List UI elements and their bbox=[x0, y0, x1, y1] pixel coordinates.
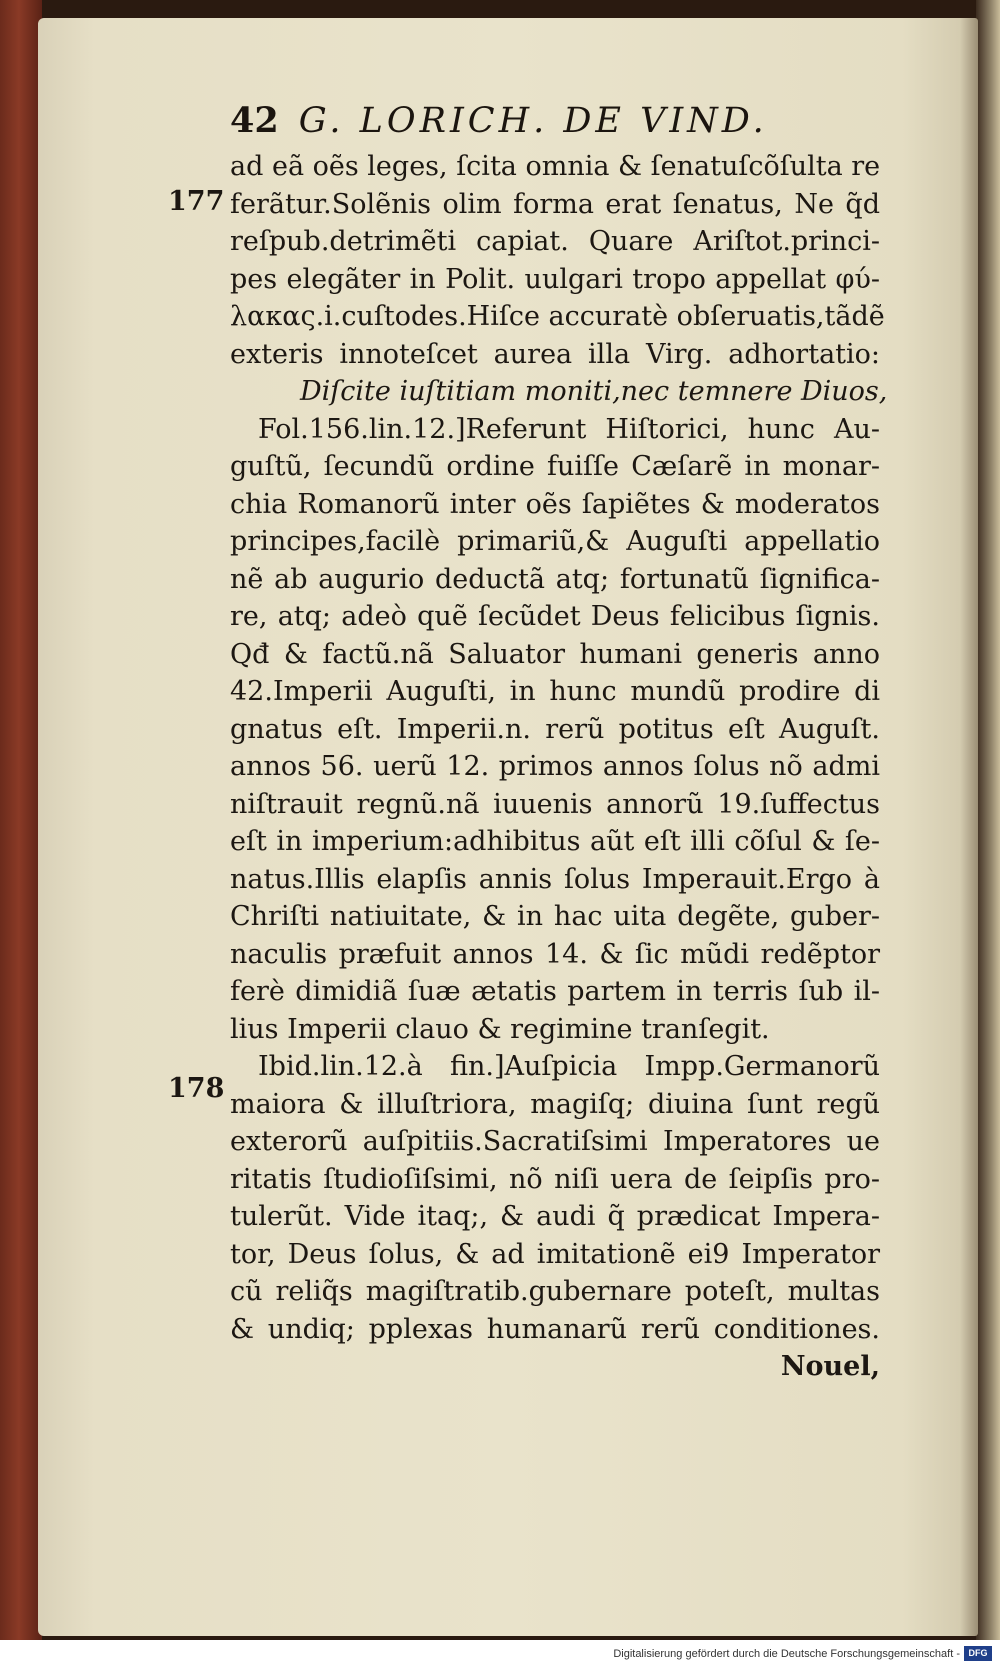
text-line: Qđ & factũ.nã Saluator humani generis anno bbox=[230, 638, 880, 670]
text-line: cũ reliq̃s magiſtratib.gubernare poteſt, multas bbox=[230, 1276, 880, 1307]
text-line: naculis præfuit annos 14. & ſic mũdi redẽptor bbox=[230, 938, 880, 970]
marginal-number: 177 bbox=[168, 186, 225, 217]
running-head bbox=[230, 100, 768, 141]
text-line: Fol.156.lin.12.]Referunt Hiſtorici, hunc Au- bbox=[258, 413, 880, 445]
body-text bbox=[230, 148, 888, 1386]
text-line: niſtrauit regnũ.nã iuuenis annorũ 19.ſuffectus bbox=[230, 788, 880, 820]
page-number: 42 bbox=[230, 100, 279, 141]
text-line: natus.Illis elapſis annis ſolus Imperauit.Ergo à bbox=[230, 863, 880, 895]
running-title: G. LORICH. DE VIND. bbox=[298, 101, 768, 141]
text-line: guſtũ, ſecundũ ordine fuiſſe Cæſarẽ in monar- bbox=[230, 451, 880, 482]
text-line: 42.Imperii Auguſti, in hunc mundũ prodire di bbox=[230, 676, 880, 707]
text-line: tulerũt. Vide itaq;, & audi q̃ prædicat Impera- bbox=[230, 1201, 880, 1232]
marginal-number: 178 bbox=[168, 1073, 225, 1104]
book-cover-left bbox=[0, 0, 42, 1640]
text-line: exteris innoteſcet aurea illa Virg. adhortatio: bbox=[230, 338, 880, 370]
text-line: reſpub.detrimẽti capiat. Quare Ariſtot.princi- bbox=[230, 226, 880, 257]
text-line: exterorũ auſpitiis.Sacratiſsimi Imperatores ue bbox=[230, 1126, 880, 1157]
page-gutter-shadow bbox=[960, 18, 978, 1636]
text-line: annos 56. uerũ 12. primos annos ſolus nõ admi bbox=[230, 751, 880, 782]
text-line: Chriſti natiuitate, & in hac uita degẽte, guber- bbox=[230, 901, 880, 932]
text-line: & undiq; pplexas humanarũ rerũ conditiones. bbox=[230, 1313, 880, 1345]
text-line: eſt in imperium:adhibitus aũt eſt illi cõſul & ſe- bbox=[230, 826, 880, 857]
text-line: pes elegãter in Polit. uulgari tropo appellat φύ- bbox=[230, 263, 880, 295]
text-line: ad eã oẽs leges, ſcita omnia & ſenatuſcõſulta re bbox=[230, 151, 881, 182]
text-line: Ibid.lin.12.à fin.]Auſpicia Impp.Germanorũ bbox=[258, 1051, 880, 1082]
text-line: re, atq; adeò quẽ ſecũdet Deus felicibus ſignis. bbox=[230, 601, 880, 632]
text-line: gnatus eſt. Imperii.n. rerũ potitus eſt Auguſt. bbox=[230, 713, 880, 745]
text-line: λακας.i.cuſtodes.Hiſce accuratè obſeruatis,tãdẽ bbox=[230, 301, 885, 332]
text-line: ferãtur.Solẽnis olim forma erat ſenatus, Ne q̃d bbox=[230, 188, 880, 220]
text-line: principes,facilè primariũ,& Auguſti appellatio bbox=[230, 526, 880, 557]
text-line: nẽ ab augurio deductã atq; fortunatũ ſignifica- bbox=[230, 563, 880, 595]
text-line: chia Romanorũ inter oẽs ſapiẽtes & moderatos bbox=[230, 488, 880, 520]
text-line: tor, Deus ſolus, & ad imitationẽ ei9 Imperator bbox=[230, 1238, 880, 1270]
text-line: ritatis ſtudioſiſsimi, nõ niſi uera de ſeipſis pro- bbox=[230, 1163, 880, 1195]
text-line: maiora & illuſtriora, magiſq; diuina ſunt regũ bbox=[230, 1088, 880, 1120]
catchword: Nouel, bbox=[780, 1351, 880, 1382]
funding-credit: Digitalisierung gefördert durch die Deutsche Forschungsgemeinschaft - bbox=[613, 1648, 960, 1660]
text-line: lius Imperii clauo & regimine tranſegit. bbox=[230, 1013, 770, 1045]
book-cover-right bbox=[976, 0, 1000, 1640]
verse-quotation: Diſcite iuſtitiam moniti,nec temnere Diuos, bbox=[300, 376, 888, 407]
text-line: ferè dimidiã ſuæ ætatis partem in terris ſub il- bbox=[230, 976, 880, 1007]
digitization-footer bbox=[0, 1640, 1000, 1670]
dfg-logo: DFG bbox=[964, 1646, 992, 1661]
